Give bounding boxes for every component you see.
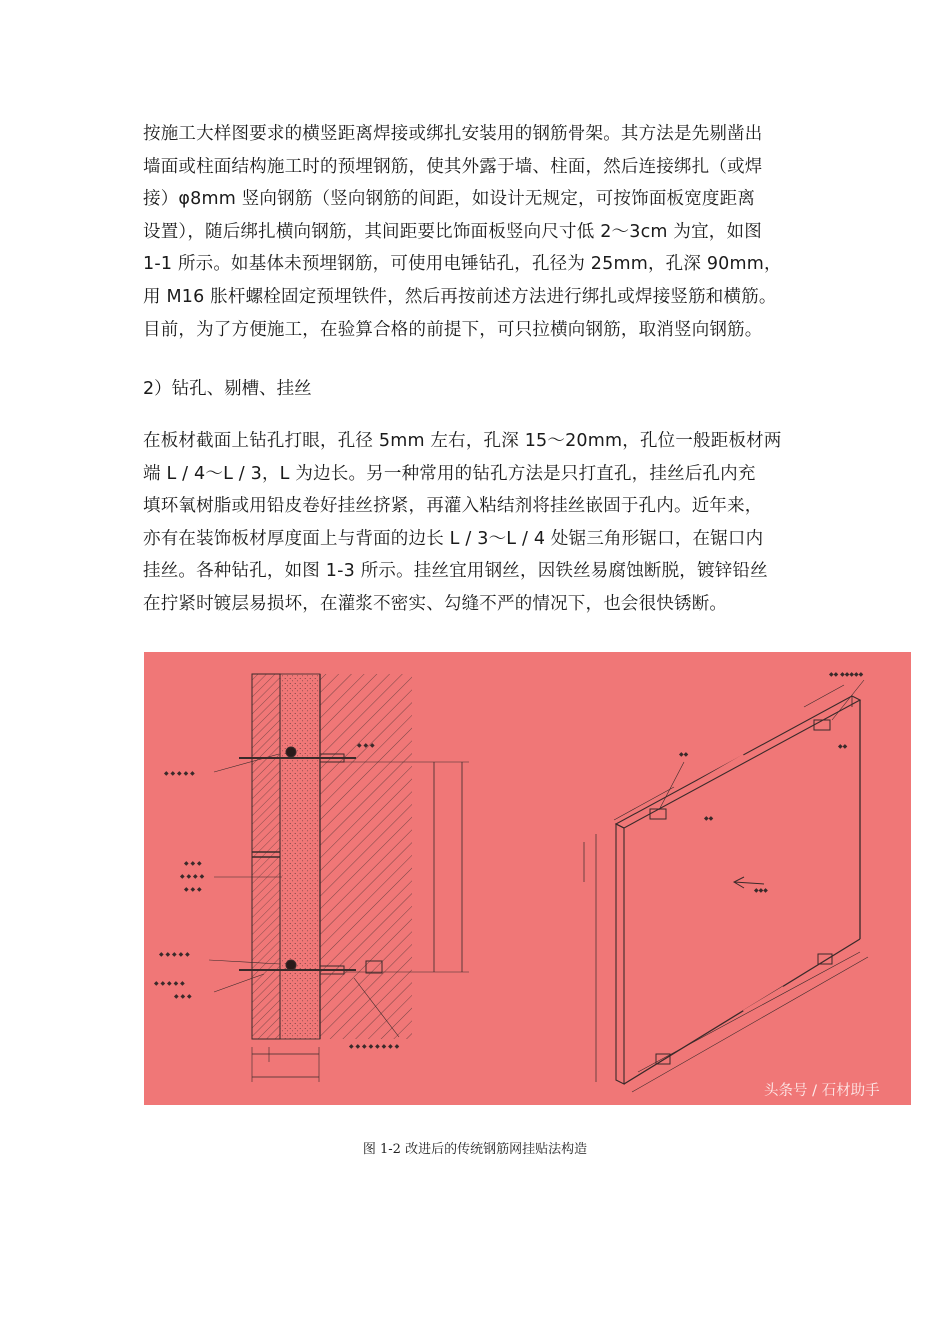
svg-text:◆◆: ◆◆ (679, 751, 689, 758)
panel-isometric-drawing (584, 680, 868, 1092)
section-heading: 2）钻孔、剔槽、挂丝 (143, 379, 312, 399)
figure-drawing (144, 652, 911, 1105)
svg-text:◆◆: ◆◆ (704, 815, 714, 822)
text-line: 1-1 所示。如基体未预埋钢筋，可使用电锤钻孔，孔径为 25mm，孔深 90mm， (143, 254, 782, 275)
paragraph-1 (143, 118, 823, 346)
text-line: 亦有在装饰板材厚度面上与背面的边长 L / 3～L / 4 处锯三角形锯口，在锯口内 (143, 528, 764, 549)
svg-text:◆ ◆ ◆ ◆: ◆ ◆ ◆ ◆ (180, 873, 205, 880)
svg-text:◆ ◆ ◆ ◆ ◆: ◆ ◆ ◆ ◆ ◆ (154, 980, 185, 987)
svg-text:◆ ◆ ◆: ◆ ◆ ◆ (184, 886, 202, 893)
text-line: 端 L / 4～L / 3，L 为边长。另一种常用的钻孔方法是只打直孔，挂丝后孔内充 (143, 463, 756, 484)
watermark: 头条号 / 石材助手 (764, 1083, 880, 1099)
text-line: 设置），随后绑扎横向钢筋，其间距要比饰面板竖向尺寸低 2～3cm 为宜，如图 (143, 221, 762, 242)
svg-text:◆ ◆ ◆: ◆ ◆ ◆ (184, 860, 202, 867)
text-line: 墙面或柱面结构施工时的预埋钢筋，使其外露于墙、柱面，然后连接绑扎（或焊 (143, 156, 763, 177)
text-line: 在板材截面上钻孔打眼，孔径 5mm 左右，孔深 15～20mm，孔位一般距板材两 (143, 431, 782, 451)
paragraph-2 (143, 425, 823, 621)
svg-text:◆ ◆ ◆ ◆ ◆: ◆ ◆ ◆ ◆ ◆ (164, 770, 195, 777)
section-detail-drawing (209, 674, 469, 1082)
construction-figure (144, 652, 911, 1105)
svg-text:◆◆ ◆◆◆◆◆: ◆◆ ◆◆◆◆◆ (829, 671, 864, 678)
svg-text:◆ ◆ ◆ ◆ ◆ ◆ ◆ ◆: ◆ ◆ ◆ ◆ ◆ ◆ ◆ ◆ (349, 1043, 400, 1050)
svg-text:◆ ◆ ◆: ◆ ◆ ◆ (174, 993, 192, 1000)
text-line: 用 M16 胀杆螺栓固定预埋铁件，然后再按前述方法进行绑扎或焊接竖筋和横筋。 (143, 286, 777, 307)
text-line: 在拧紧时镀层易损坏，在灌浆不密实、勾缝不严的情况下，也会很快锈断。 (143, 593, 728, 614)
text-line: 按施工大样图要求的横竖距离焊接或绑扎安装用的钢筋骨架。其方法是先剔凿出 (143, 124, 763, 144)
svg-text:◆ ◆ ◆: ◆ ◆ ◆ (357, 742, 375, 749)
text-line: 填环氧树脂或用铅皮卷好挂丝挤紧，再灌入粘结剂将挂丝嵌固于孔内。近年来， (143, 496, 763, 517)
text-line: 目前，为了方便施工，在验算合格的前提下，可只拉横向钢筋，取消竖向钢筋。 (143, 319, 763, 340)
text-line: 挂丝。各种钻孔，如图 1-3 所示。挂丝宜用钢丝，因铁丝易腐蚀断脱，镀锌铅丝 (143, 561, 768, 582)
svg-text:◆ ◆ ◆ ◆ ◆: ◆ ◆ ◆ ◆ ◆ (159, 951, 190, 958)
text-line: 接）φ8mm 竖向钢筋（竖向钢筋的间距，如设计无规定，可按饰面板宽度距离 (143, 189, 756, 210)
figure-caption: 图 1-2 改进后的传统钢筋网挂贴法构造 (362, 1142, 588, 1157)
svg-text:◆◆: ◆◆ (838, 743, 848, 750)
svg-text:◆◆◆: ◆◆◆ (754, 887, 768, 894)
